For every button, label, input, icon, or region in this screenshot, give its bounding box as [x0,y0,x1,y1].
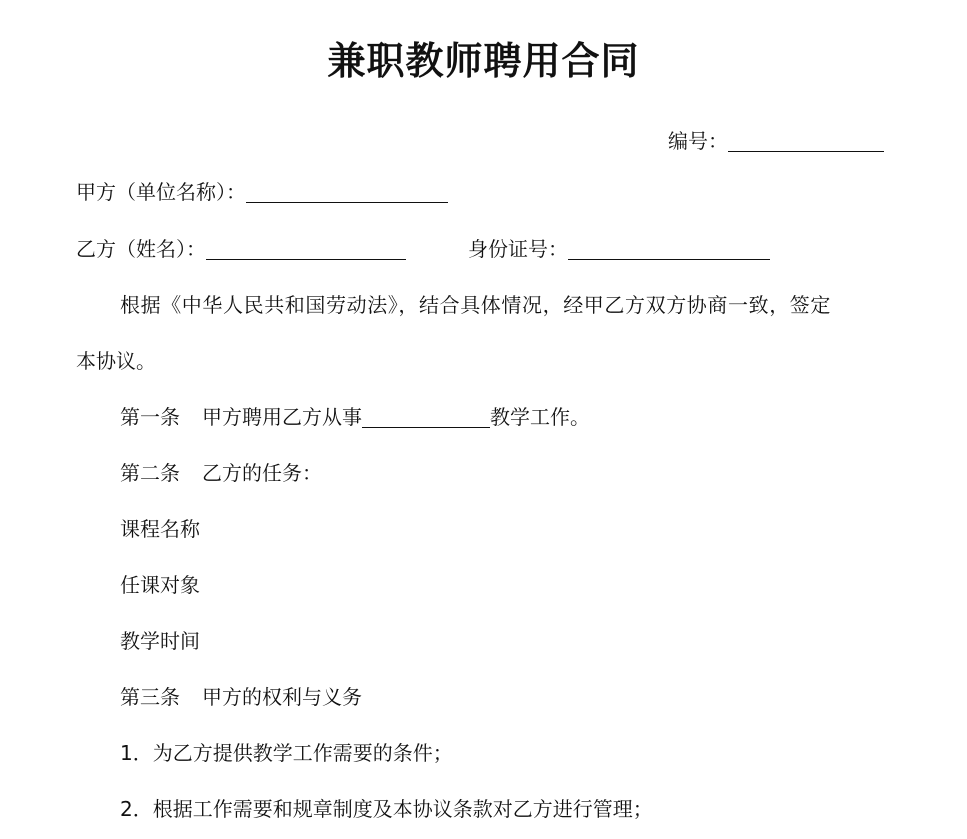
article-2 [120,459,322,487]
article-3-item-1 [120,739,453,767]
article-3 [120,683,362,711]
id-number-blank[interactable] [568,237,770,260]
intro-line-2: 本协议。 [76,349,156,373]
article-2-text: 乙方的任务： [202,461,322,485]
task-target: 任课对象 [120,573,200,597]
list-item-text: 为乙方提供教学工作需要的条件； [152,741,453,765]
article-1-text-before: 甲方聘用乙方从事 [202,405,362,429]
task-course-name: 课程名称 [120,517,200,541]
intro-line-1: 根据《中华人民共和国劳动法》，结合具体情况，经甲乙方双方协商一致，签定 [120,293,831,317]
task-time: 教学时间 [120,629,200,653]
article-1 [120,403,590,431]
list-item-text: 根据工作需要和规章制度及本协议条款对乙方进行管理； [152,797,653,821]
article-1-label: 第一条 [120,405,180,429]
party-a-label: 甲方（单位名称）： [76,180,246,204]
article-1-blank[interactable] [362,405,490,428]
contract-number-blank[interactable] [728,129,884,152]
party-a-blank[interactable] [246,180,448,203]
article-3-text: 甲方的权利与义务 [202,685,362,709]
id-number-label: 身份证号： [468,237,568,261]
article-3-label: 第三条 [120,685,180,709]
article-1-text-after: 教学工作。 [490,405,590,429]
party-a-row [76,178,448,206]
id-number-row [468,235,770,263]
article-2-label: 第二条 [120,461,180,485]
document-title: 兼职教师聘用合同 [327,38,640,83]
list-item-number: 2． [120,797,153,821]
contract-number-label: 编号： [668,129,728,153]
party-b-label: 乙方（姓名）： [76,237,206,261]
party-b-blank[interactable] [206,237,406,260]
contract-number-row [668,127,884,155]
party-b-row [76,235,406,263]
list-item-number: 1． [120,741,153,765]
article-3-item-2 [120,795,653,823]
